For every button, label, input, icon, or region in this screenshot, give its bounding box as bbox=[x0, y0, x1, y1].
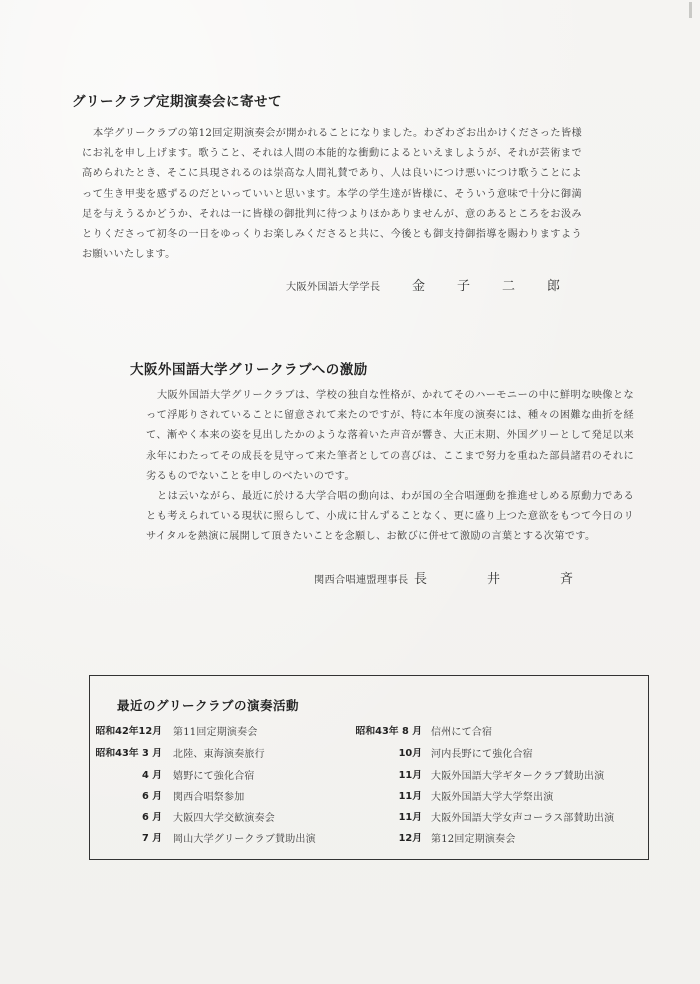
activity-item bbox=[90, 830, 316, 848]
activity-item bbox=[350, 809, 640, 827]
section2-body-1: 大阪外国語大学グリークラブは、学校の独自な性格が、かれてそのハーモニーの中に鮮明な映像となって浮彫りされていることに留意されて来たのですが、特に本年度の演奏には、種々の困難な曲折を経て、漸やく本来の姿を見出したかのような落着いた声音が響き、大正末期、外国グリーとして発足以来永年にわたってその成長を見守って来た筆者としての喜びは、ここまで努力を重ねた部員諸君のそれに劣るものでないことを申しのべたいのです。 bbox=[146, 390, 634, 482]
section2-title: 大阪外国語大学グリークラブへの激励 bbox=[130, 362, 368, 378]
activity-date: 7 月 bbox=[141, 833, 162, 844]
activity-event: 河内長野にて強化合宿 bbox=[431, 749, 533, 760]
activity-event: 嬉野にて強化合宿 bbox=[173, 771, 255, 782]
activity-event: 北陸、東海演奏旅行 bbox=[173, 749, 265, 760]
activity-event: 第11回定期演奏会 bbox=[173, 727, 258, 738]
section2-signature bbox=[314, 571, 634, 587]
section1-signature-name: 金子二郎 bbox=[412, 279, 593, 294]
activity-event: 大阪外国語大学女声コーラス部賛助出演 bbox=[431, 813, 615, 824]
activities-title: 最近のグリークラブの演奏活動 bbox=[117, 698, 300, 713]
activity-event: 大阪外国語大学大学祭出演 bbox=[431, 792, 554, 803]
activity-event: 岡山大学グリークラブ賛助出演 bbox=[173, 834, 316, 845]
activity-event: 信州にて合宿 bbox=[431, 727, 493, 738]
activity-item bbox=[90, 745, 290, 763]
activity-item bbox=[90, 723, 290, 741]
activity-event: 関西合唱祭参加 bbox=[173, 792, 245, 803]
activity-event: 大阪外国語大学ギタークラブ賛助出演 bbox=[431, 771, 605, 782]
section1-signature bbox=[286, 278, 593, 294]
corner-mark bbox=[689, 2, 692, 18]
activity-event: 大阪四大学交歓演奏会 bbox=[173, 813, 275, 824]
activity-date: 10月 bbox=[398, 748, 422, 759]
activity-event: 第12回定期演奏会 bbox=[431, 834, 516, 845]
activity-item bbox=[90, 788, 290, 806]
activity-date: 12月 bbox=[398, 833, 422, 844]
activity-date: 6 月 bbox=[141, 812, 162, 823]
activity-item bbox=[350, 788, 640, 806]
activities-box bbox=[89, 675, 649, 860]
activity-date: 昭和43年 3 月 bbox=[95, 748, 162, 759]
activity-item bbox=[350, 767, 640, 785]
activity-date: 11月 bbox=[398, 770, 422, 781]
section1-title: グリークラブ定期演奏会に寄せて bbox=[72, 94, 282, 110]
activity-item bbox=[90, 809, 290, 827]
activity-date: 4 月 bbox=[141, 770, 162, 781]
activity-item bbox=[350, 745, 640, 763]
section1-signature-title: 大阪外国語大学学長 bbox=[286, 282, 381, 293]
activity-date: 昭和42年12月 bbox=[95, 726, 162, 737]
activity-item bbox=[90, 767, 290, 785]
activity-item bbox=[350, 723, 640, 741]
activity-date: 6 月 bbox=[141, 791, 162, 802]
section2-body-2: とは云いながら、最近に於ける大学合唱の動向は、わが国の全合唱運動を推進せしめる原動力であるとも考えられている現状に照らして、小成に甘んずることなく、更に盛り上つた意欲をもつて今日のリサイタルを熱演に展開して頂きたいことを念願し、お歓びに併せて激励の言葉とする次第です。 bbox=[146, 491, 634, 543]
section1-body: 本学グリークラブの第12回定期演奏会が開かれることになりました。わざわざお出かけくださった皆様にお礼を申し上げます。歌うこと、それは人間の本能的な衝動によるといえましようが、それが芸術まで高められたとき、そこに具現されるのは崇高な人間礼賛であり、人は良いにつけ悪いにつけ歌うことによって生き甲斐を感ずるのだといっていいと思います。本学の学生達が皆様に、そういう意味で十分に御満足を与えうるかどうか、それは一に皆様の御批判に待つよりほかありませんが、意のあるところをお汲みとりくださって初冬の一日をゆっくりお楽しみくださると共に、今後とも御支持御指導を賜わりますようお願いいたします。 bbox=[82, 128, 582, 261]
activity-date: 11月 bbox=[398, 812, 422, 823]
activity-item bbox=[350, 830, 640, 848]
activity-date: 昭和43年 8 月 bbox=[355, 726, 422, 737]
section2-signature-name: 長井斉 bbox=[414, 572, 634, 587]
section2-signature-title: 関西合唱連盟理事長 bbox=[314, 575, 409, 586]
activity-date: 11月 bbox=[398, 791, 422, 802]
